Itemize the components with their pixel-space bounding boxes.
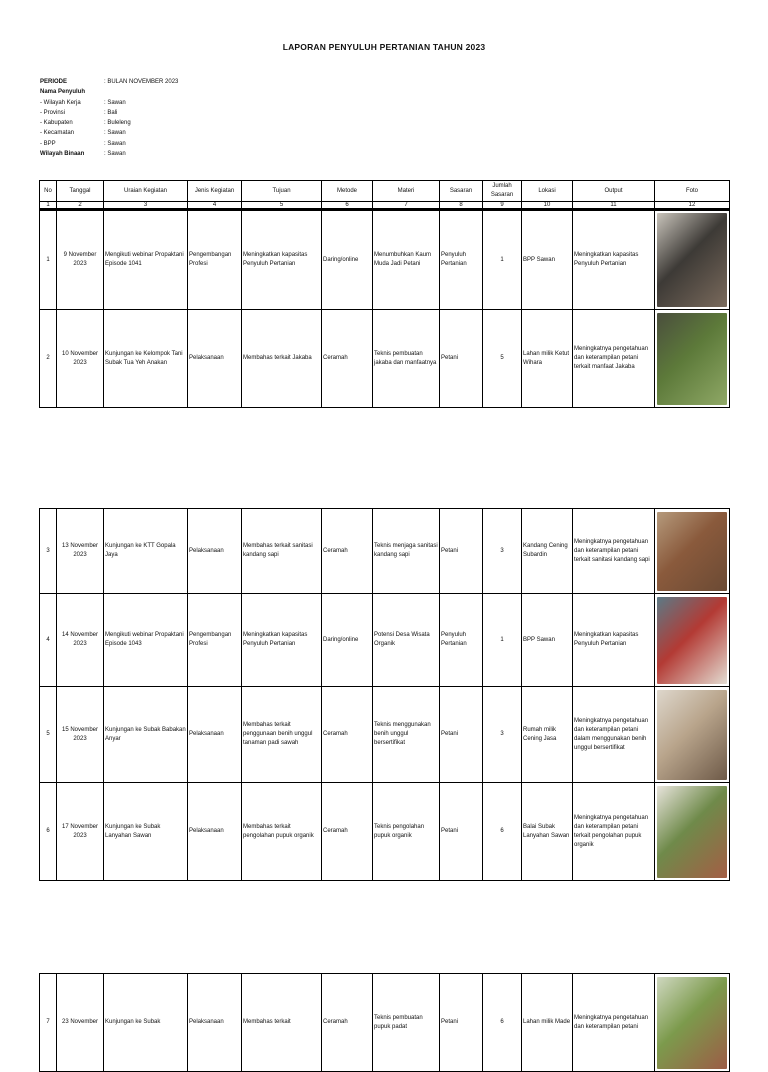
cell-materi: Teknis pembuatan jakaba dan manfaatnya (373, 310, 440, 408)
column-number: 8 (440, 202, 483, 210)
cell-tujuan: Meningkatkan kapasitas Penyuluh Pertanian (242, 210, 322, 310)
cell-uraian: Kunjungan ke Subak Lanyahan Sawan (104, 783, 188, 881)
cell-foto (655, 687, 730, 783)
cell-materi: Menumbuhkan Kaum Muda Jadi Petani (373, 210, 440, 310)
table-row (40, 509, 730, 594)
cell-output: Meningkatnya pengetahuan dan keterampilan petani dalam menggunakan benih unggul bersertifikat (573, 687, 655, 783)
photo-farmers-meeting (657, 690, 727, 780)
table-row (40, 687, 730, 783)
cell-tujuan: Membahas terkait Jakaba (242, 310, 322, 408)
cell-jenis: Pelaksanaan (188, 687, 242, 783)
cell-jenis: Pelaksanaan (188, 974, 242, 1072)
cell-jenis: Pelaksanaan (188, 783, 242, 881)
cell-no: 3 (40, 509, 57, 594)
cell-tujuan: Membahas terkait (242, 974, 322, 1072)
cell-metode: Daring/online (322, 210, 373, 310)
column-number-row (40, 202, 730, 210)
photo-field-visit (657, 313, 727, 405)
cell-no: 1 (40, 210, 57, 310)
cell-jumlah: 3 (483, 687, 522, 783)
table-row (40, 594, 730, 687)
cell-lokasi: BPP Sawan (522, 210, 573, 310)
cell-tanggal: 10 November 2023 (57, 310, 104, 408)
cell-output: Meningkatnya pengetahuan dan keterampilan petani terkait sanitasi kandang sapi (573, 509, 655, 594)
cell-sasaran: Petani (440, 509, 483, 594)
cell-tanggal: 9 November 2023 (57, 210, 104, 310)
column-number: 5 (242, 202, 322, 210)
table-row (40, 210, 730, 310)
column-number: 2 (57, 202, 104, 210)
column-number: 7 (373, 202, 440, 210)
cell-metode: Ceramah (322, 974, 373, 1072)
cell-metode: Ceramah (322, 783, 373, 881)
column-header: Foto (655, 181, 730, 202)
column-header: Tanggal (57, 181, 104, 202)
cell-sasaran: Petani (440, 783, 483, 881)
cell-jenis: Pengembangan Profesi (188, 210, 242, 310)
info-wilayah-binaan: Wilayah Binaan : Sawan (40, 151, 126, 158)
table-row (40, 974, 730, 1072)
info-nama-penyuluh: Nama Penyuluh (40, 89, 86, 96)
photo-field-group (657, 977, 727, 1069)
info-periode: PERIODE : BULAN NOVEMBER 2023 (40, 79, 179, 85)
cell-jumlah: 5 (483, 310, 522, 408)
photo-webinar-office (657, 597, 727, 684)
cell-materi: Teknis menggunakan benih unggul bersertifikat (373, 687, 440, 783)
cell-tanggal: 13 November 2023 (57, 509, 104, 594)
report-title: LAPORAN PENYULUH PERTANIAN TAHUN 2023 (282, 42, 486, 52)
cell-tanggal: 15 November 2023 (57, 687, 104, 783)
column-header: Tujuan (242, 181, 322, 202)
column-number: 12 (655, 202, 730, 210)
cell-jumlah: 6 (483, 783, 522, 881)
photo-webinar-laptop (657, 213, 727, 307)
cell-sasaran: Petani (440, 687, 483, 783)
cell-sasaran: Penyuluh Pertanian (440, 210, 483, 310)
column-number: 10 (522, 202, 573, 210)
cell-lokasi: Kandang Cening Subardin (522, 509, 573, 594)
report-info (40, 77, 178, 159)
cell-foto (655, 310, 730, 408)
cell-jumlah: 3 (483, 509, 522, 594)
cell-foto (655, 509, 730, 594)
report-table-page-2 (39, 508, 730, 881)
photo-group-outdoor (657, 786, 727, 878)
column-header: Lokasi (522, 181, 573, 202)
cell-output: Meningkatkan kapasitas Penyuluh Pertanian (573, 594, 655, 687)
info-provinsi: - Provinsi : Bali (40, 109, 118, 116)
column-header: Sasaran (440, 181, 483, 202)
cell-materi: Teknis pembuatan pupuk padat (373, 974, 440, 1072)
cell-lokasi: Rumah milik Cening Jasa (522, 687, 573, 783)
cell-lokasi: Lahan milik Ketut Wihara (522, 310, 573, 408)
cell-output: Meningkatnya pengetahuan dan keterampilan petani terkait pengolahan pupuk organik (573, 783, 655, 881)
cell-uraian: Kunjungan ke Subak (104, 974, 188, 1072)
cell-foto (655, 974, 730, 1072)
cell-lokasi: Balai Subak Lanyahan Sawan (522, 783, 573, 881)
column-number: 11 (573, 202, 655, 210)
cell-foto (655, 210, 730, 310)
column-header: Jumlah Sasaran (483, 181, 522, 202)
column-header: Uraian Kegiatan (104, 181, 188, 202)
cell-no: 6 (40, 783, 57, 881)
cell-tanggal: 14 November 2023 (57, 594, 104, 687)
cell-tanggal: 23 November (57, 974, 104, 1072)
column-header: No (40, 181, 57, 202)
cell-jenis: Pengembangan Profesi (188, 594, 242, 687)
cell-jenis: Pelaksanaan (188, 310, 242, 408)
cell-no: 5 (40, 687, 57, 783)
cell-metode: Ceramah (322, 310, 373, 408)
cell-metode: Ceramah (322, 687, 373, 783)
cell-sasaran: Petani (440, 310, 483, 408)
report-table-page-1 (39, 180, 730, 408)
cell-materi: Teknis pengolahan pupuk organik (373, 783, 440, 881)
column-number: 4 (188, 202, 242, 210)
cell-metode: Ceramah (322, 509, 373, 594)
cell-uraian: Mengikuti webinar Propaktani Episode 1043 (104, 594, 188, 687)
cell-sasaran: Petani (440, 974, 483, 1072)
report-table-page-3 (39, 973, 730, 1072)
cell-tujuan: Meningkatkan kapasitas Penyuluh Pertanian (242, 594, 322, 687)
cell-lokasi: BPP Sawan (522, 594, 573, 687)
column-number: 1 (40, 202, 57, 210)
cell-output: Meningkatnya pengetahuan dan keterampilan petani terkait manfaat Jakaba (573, 310, 655, 408)
info-kabupaten: - Kabupaten : Buleleng (40, 120, 131, 127)
cell-no: 7 (40, 974, 57, 1072)
cell-foto (655, 594, 730, 687)
cell-no: 4 (40, 594, 57, 687)
cell-no: 2 (40, 310, 57, 408)
cell-foto (655, 783, 730, 881)
table-row (40, 310, 730, 408)
column-number: 6 (322, 202, 373, 210)
cell-uraian: Mengikuti webinar Propaktani Episode 1041 (104, 210, 188, 310)
cell-jumlah: 1 (483, 594, 522, 687)
cell-metode: Daring/online (322, 594, 373, 687)
cell-uraian: Kunjungan ke Kelompok Tani Subak Tua Yeh Anakan (104, 310, 188, 408)
info-bpp: - BPP : Sawan (40, 140, 126, 147)
cell-sasaran: Penyuluh Pertanian (440, 594, 483, 687)
column-number: 3 (104, 202, 188, 210)
info-wilayah-kerja: - Wilayah Kerja : Sawan (40, 99, 126, 106)
table-row (40, 783, 730, 881)
cell-materi: Teknis menjaga sanitasi kandang sapi (373, 509, 440, 594)
cell-tujuan: Membahas terkait pengolahan pupuk organik (242, 783, 322, 881)
column-header: Materi (373, 181, 440, 202)
cell-tujuan: Membahas terkait penggunaan benih unggul tanaman padi sawah (242, 687, 322, 783)
cell-tanggal: 17 November 2023 (57, 783, 104, 881)
cell-output: Meningkatkan kapasitas Penyuluh Pertanian (573, 210, 655, 310)
info-kecamatan: - Kecamatan : Sawan (40, 130, 126, 137)
cell-jumlah: 1 (483, 210, 522, 310)
cell-jenis: Pelaksanaan (188, 509, 242, 594)
cell-tujuan: Membahas terkait sanitasi kandang sapi (242, 509, 322, 594)
cell-uraian: Kunjungan ke KTT Gopala Jaya (104, 509, 188, 594)
column-number: 9 (483, 202, 522, 210)
cell-jumlah: 6 (483, 974, 522, 1072)
column-header: Metode (322, 181, 373, 202)
photo-cattle-shed (657, 512, 727, 591)
column-header: Output (573, 181, 655, 202)
cell-output: Meningkatnya pengetahuan dan keterampilan petani (573, 974, 655, 1072)
cell-materi: Potensi Desa Wisata Organik (373, 594, 440, 687)
cell-uraian: Kunjungan ke Subak Babakan Anyar (104, 687, 188, 783)
cell-lokasi: Lahan milik Made (522, 974, 573, 1072)
table-header-row (40, 181, 730, 202)
column-header: Jenis Kegiatan (188, 181, 242, 202)
